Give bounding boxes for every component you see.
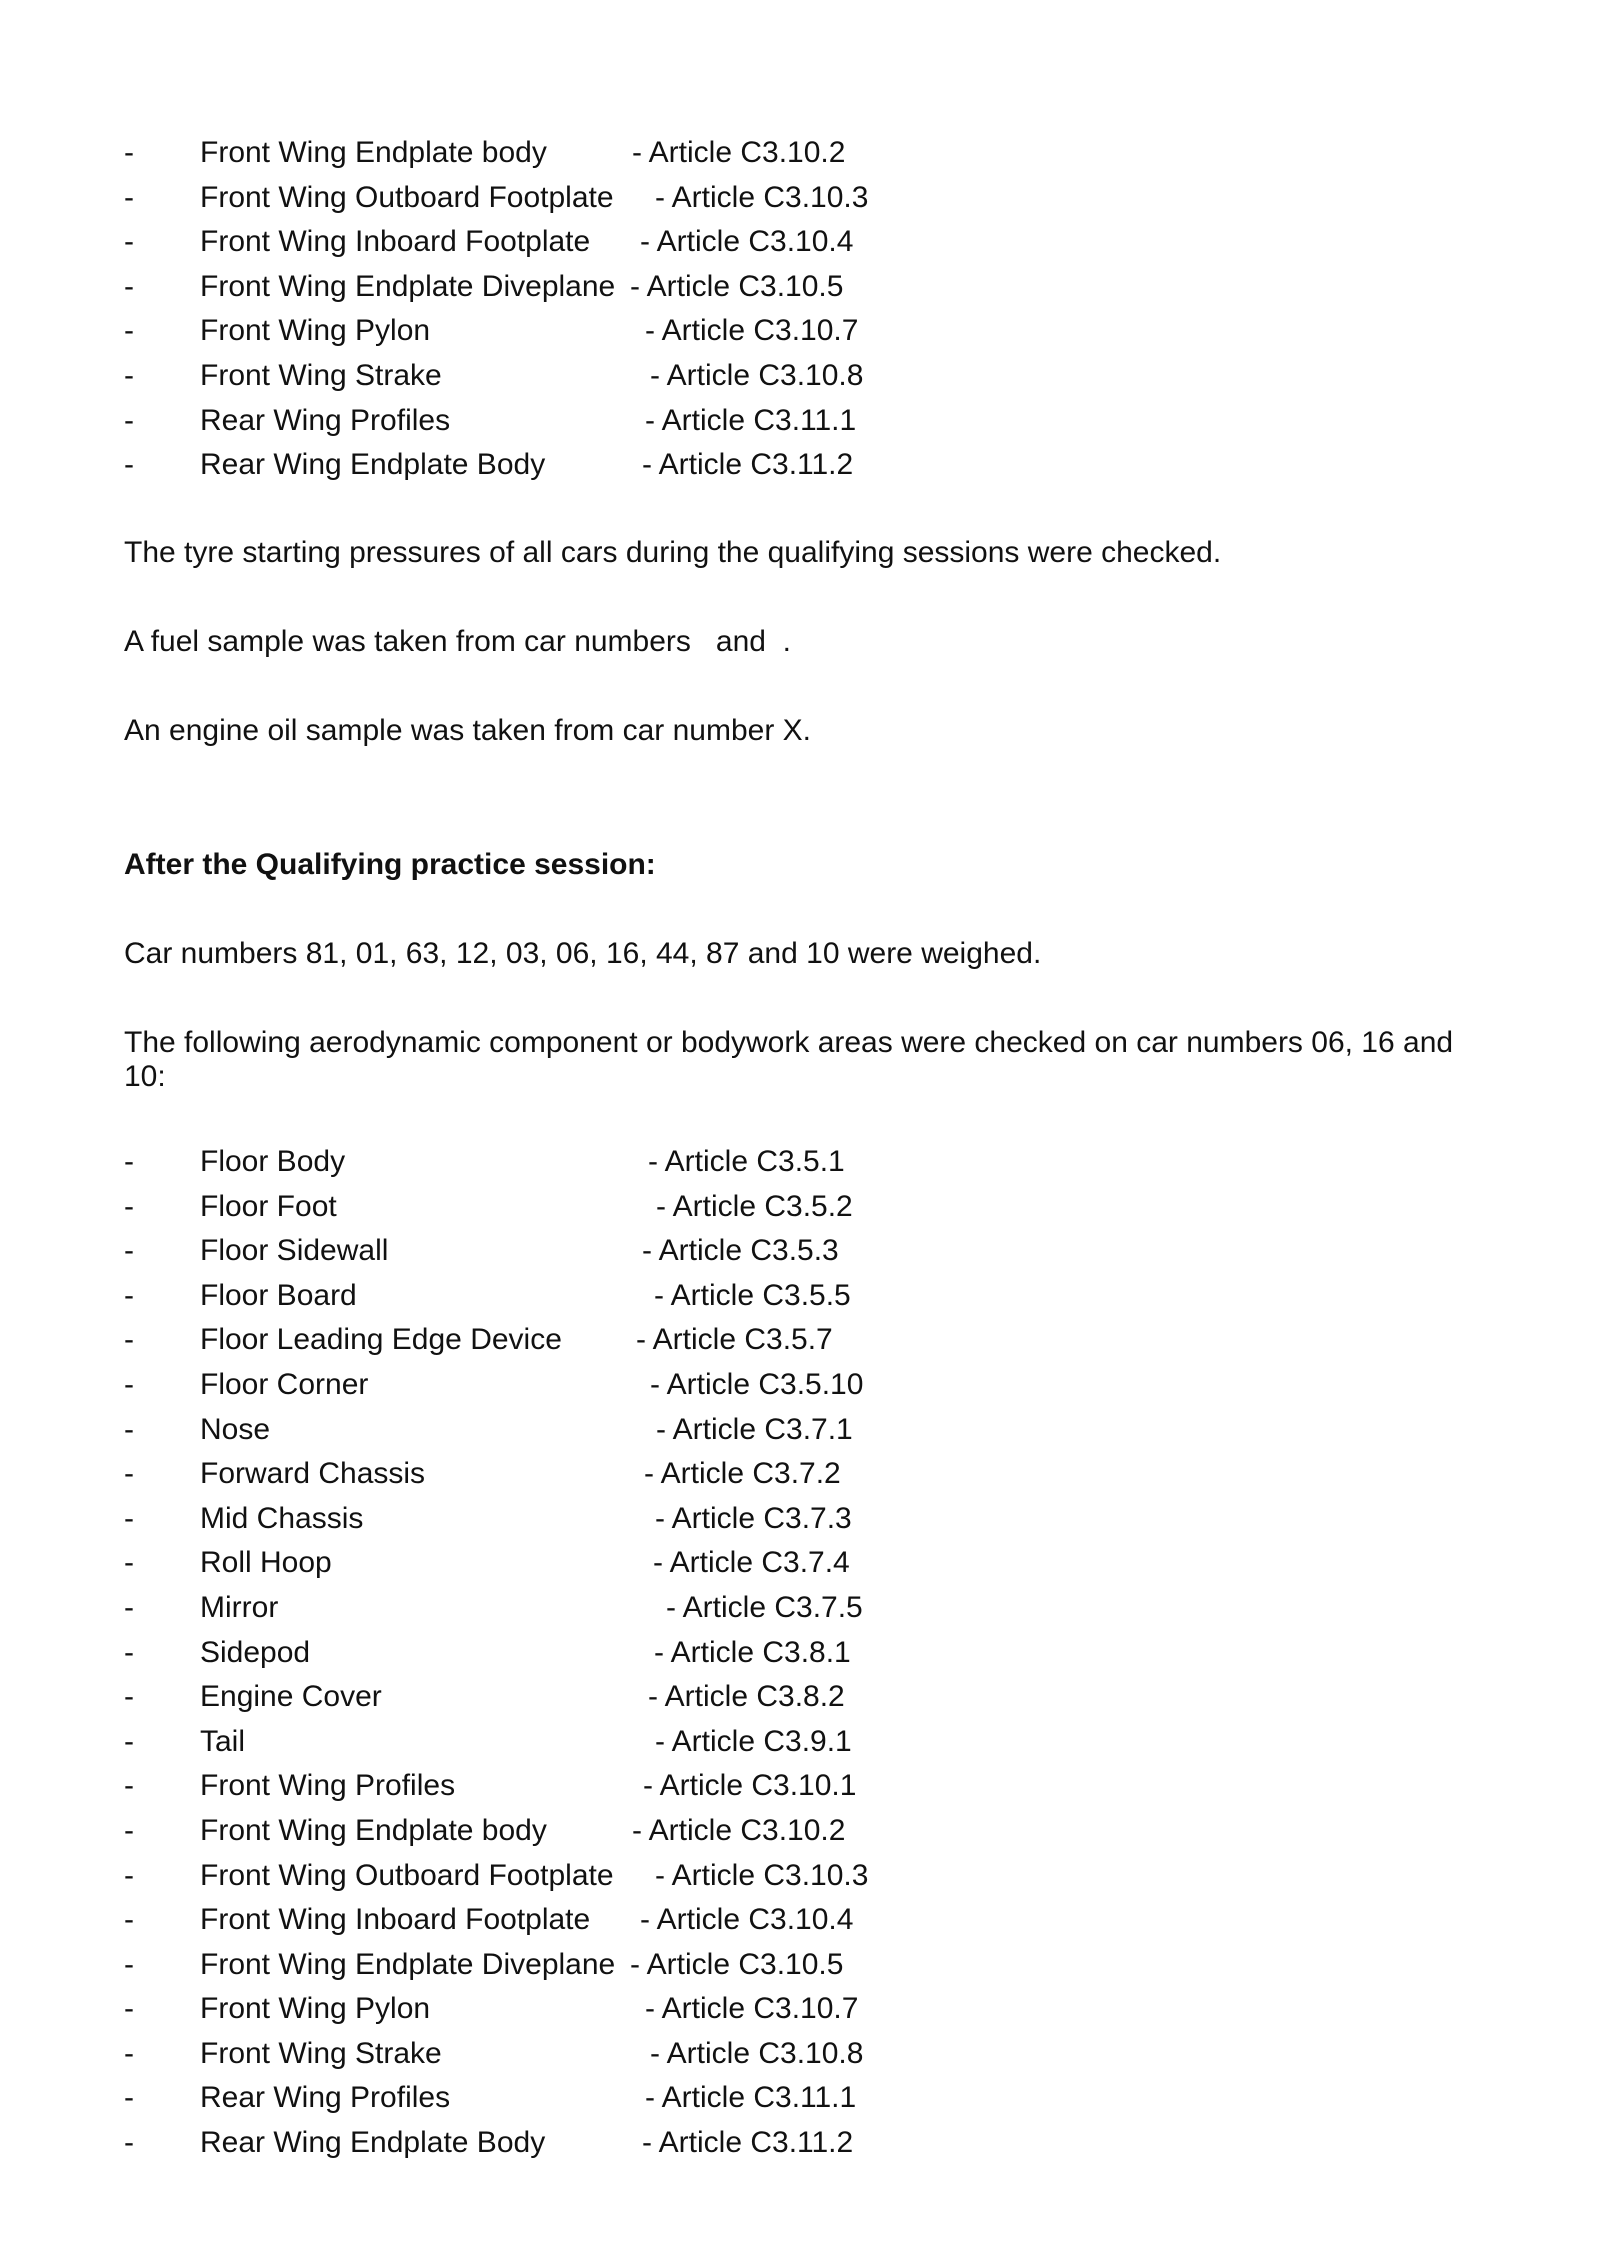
article-reference: - Article C3.5.1 bbox=[648, 1145, 845, 1178]
component-name: Floor Leading Edge Device bbox=[200, 1323, 562, 1357]
article-reference: - Article C3.10.1 bbox=[643, 1769, 857, 1803]
article-reference: - Article C3.11.1 bbox=[645, 403, 857, 437]
list-bullet-dash: - bbox=[124, 1278, 134, 1312]
list-bullet-dash: - bbox=[124, 1546, 134, 1580]
component-name: Front Wing Inboard Footplate bbox=[200, 1903, 591, 1937]
component-name: Floor Corner bbox=[200, 1367, 369, 1401]
list-bullet-dash: - bbox=[124, 269, 134, 303]
list-bullet-dash: - bbox=[124, 448, 134, 482]
article-reference: - Article C3.11.2 bbox=[642, 448, 854, 482]
aero-intro-paragraph: The following aerodynamic component or bodywork areas were checked on car numbers 06, 16 and 10: bbox=[124, 1026, 1454, 1093]
oil-sample-paragraph: An engine oil sample was taken from car number X. bbox=[124, 714, 811, 747]
article-reference: - Article C3.10.5 bbox=[630, 1947, 844, 1981]
list-bullet-dash: - bbox=[124, 1903, 134, 1937]
component-name: Front Wing Endplate Diveplane bbox=[200, 269, 616, 303]
fuel-sample-paragraph: A fuel sample was taken from car numbers and . bbox=[124, 625, 791, 658]
list-bullet-dash: - bbox=[124, 1635, 134, 1669]
article-reference: - Article C3.10.7 bbox=[645, 1992, 859, 2026]
list-bullet-dash: - bbox=[124, 1323, 134, 1357]
list-bullet-dash: - bbox=[124, 1590, 134, 1624]
article-reference: - Article C3.10.2 bbox=[632, 1813, 846, 1847]
component-name: Rear Wing Profiles bbox=[200, 2081, 451, 2115]
list-bullet-dash: - bbox=[124, 1367, 134, 1401]
component-name: Front Wing Endplate body bbox=[200, 136, 547, 169]
component-name: Floor Sidewall bbox=[200, 1234, 389, 1268]
list-bullet-dash: - bbox=[124, 1947, 134, 1981]
tyre-pressure-paragraph: The tyre starting pressures of all cars during the qualifying sessions were checked. bbox=[124, 536, 1222, 569]
list-bullet-dash: - bbox=[124, 358, 134, 392]
list-bullet-dash: - bbox=[124, 1680, 134, 1714]
list-bullet-dash: - bbox=[124, 1858, 134, 1892]
article-reference: - Article C3.5.5 bbox=[654, 1278, 851, 1312]
list-bullet-dash: - bbox=[124, 1813, 134, 1847]
component-name: Front Wing Outboard Footplate bbox=[200, 1858, 614, 1892]
list-bullet-dash: - bbox=[124, 1457, 134, 1491]
list-bullet-dash: - bbox=[124, 136, 134, 169]
list-bullet-dash: - bbox=[124, 180, 134, 214]
article-reference: - Article C3.10.8 bbox=[650, 2036, 864, 2070]
component-name: Front Wing Pylon bbox=[200, 1992, 431, 2026]
component-name: Forward Chassis bbox=[200, 1457, 426, 1491]
article-reference: - Article C3.7.5 bbox=[666, 1590, 863, 1624]
component-name: Tail bbox=[200, 1724, 246, 1758]
article-reference: - Article C3.7.3 bbox=[655, 1501, 852, 1535]
article-reference: - Article C3.5.10 bbox=[650, 1367, 864, 1401]
list-bullet-dash: - bbox=[124, 1724, 134, 1758]
component-name: Engine Cover bbox=[200, 1680, 382, 1714]
article-reference: - Article C3.10.3 bbox=[655, 1858, 869, 1892]
article-reference: - Article C3.8.1 bbox=[654, 1635, 851, 1669]
component-name: Floor Foot bbox=[200, 1189, 337, 1223]
list-bullet-dash: - bbox=[124, 1992, 134, 2026]
component-name: Rear Wing Endplate Body bbox=[200, 2126, 546, 2160]
article-reference: - Article C3.10.2 bbox=[632, 136, 846, 169]
section-heading: After the Qualifying practice session: bbox=[124, 848, 656, 881]
component-name: Mirror bbox=[200, 1590, 279, 1624]
component-name: Roll Hoop bbox=[200, 1546, 332, 1580]
article-reference: - Article C3.7.4 bbox=[653, 1546, 850, 1580]
component-name: Front Wing Inboard Footplate bbox=[200, 225, 591, 259]
component-name: Front Wing Profiles bbox=[200, 1769, 456, 1803]
article-reference: - Article C3.5.7 bbox=[636, 1323, 833, 1357]
article-reference: - Article C3.10.7 bbox=[645, 314, 859, 348]
component-name: Front Wing Endplate Diveplane bbox=[200, 1947, 616, 1981]
list-bullet-dash: - bbox=[124, 2036, 134, 2070]
component-name: Front Wing Strake bbox=[200, 2036, 442, 2070]
component-name: Rear Wing Endplate Body bbox=[200, 448, 546, 482]
list-bullet-dash: - bbox=[124, 1412, 134, 1446]
component-name: Floor Board bbox=[200, 1278, 357, 1312]
list-bullet-dash: - bbox=[124, 2081, 134, 2115]
article-reference: - Article C3.9.1 bbox=[655, 1724, 852, 1758]
list-bullet-dash: - bbox=[124, 403, 134, 437]
article-reference: - Article C3.7.1 bbox=[656, 1412, 853, 1446]
weighed-paragraph: Car numbers 81, 01, 63, 12, 03, 06, 16, 44, 87 and 10 were weighed. bbox=[124, 937, 1042, 970]
list-bullet-dash: - bbox=[124, 314, 134, 348]
article-reference: - Article C3.7.2 bbox=[644, 1457, 841, 1491]
article-reference: - Article C3.10.8 bbox=[650, 358, 864, 392]
list-bullet-dash: - bbox=[124, 1189, 134, 1223]
component-name: Nose bbox=[200, 1412, 271, 1446]
article-reference: - Article C3.5.2 bbox=[656, 1189, 853, 1223]
article-reference: - Article C3.11.2 bbox=[642, 2126, 854, 2160]
component-name: Front Wing Outboard Footplate bbox=[200, 180, 614, 214]
article-reference: - Article C3.10.4 bbox=[640, 225, 854, 259]
component-name: Front Wing Strake bbox=[200, 358, 442, 392]
component-name: Mid Chassis bbox=[200, 1501, 364, 1535]
component-name: Floor Body bbox=[200, 1145, 346, 1178]
article-reference: - Article C3.10.5 bbox=[630, 269, 844, 303]
article-reference: - Article C3.10.4 bbox=[640, 1903, 854, 1937]
article-reference: - Article C3.10.3 bbox=[655, 180, 869, 214]
list-bullet-dash: - bbox=[124, 1145, 134, 1178]
list-bullet-dash: - bbox=[124, 1769, 134, 1803]
list-bullet-dash: - bbox=[124, 2126, 134, 2160]
component-name: Front Wing Pylon bbox=[200, 314, 431, 348]
component-name: Rear Wing Profiles bbox=[200, 403, 451, 437]
list-bullet-dash: - bbox=[124, 1501, 134, 1535]
article-reference: - Article C3.5.3 bbox=[642, 1234, 839, 1268]
article-reference: - Article C3.11.1 bbox=[645, 2081, 857, 2115]
component-name: Front Wing Endplate body bbox=[200, 1813, 547, 1847]
list-bullet-dash: - bbox=[124, 1234, 134, 1268]
article-reference: - Article C3.8.2 bbox=[648, 1680, 845, 1714]
component-name: Sidepod bbox=[200, 1635, 311, 1669]
list-bullet-dash: - bbox=[124, 225, 134, 259]
